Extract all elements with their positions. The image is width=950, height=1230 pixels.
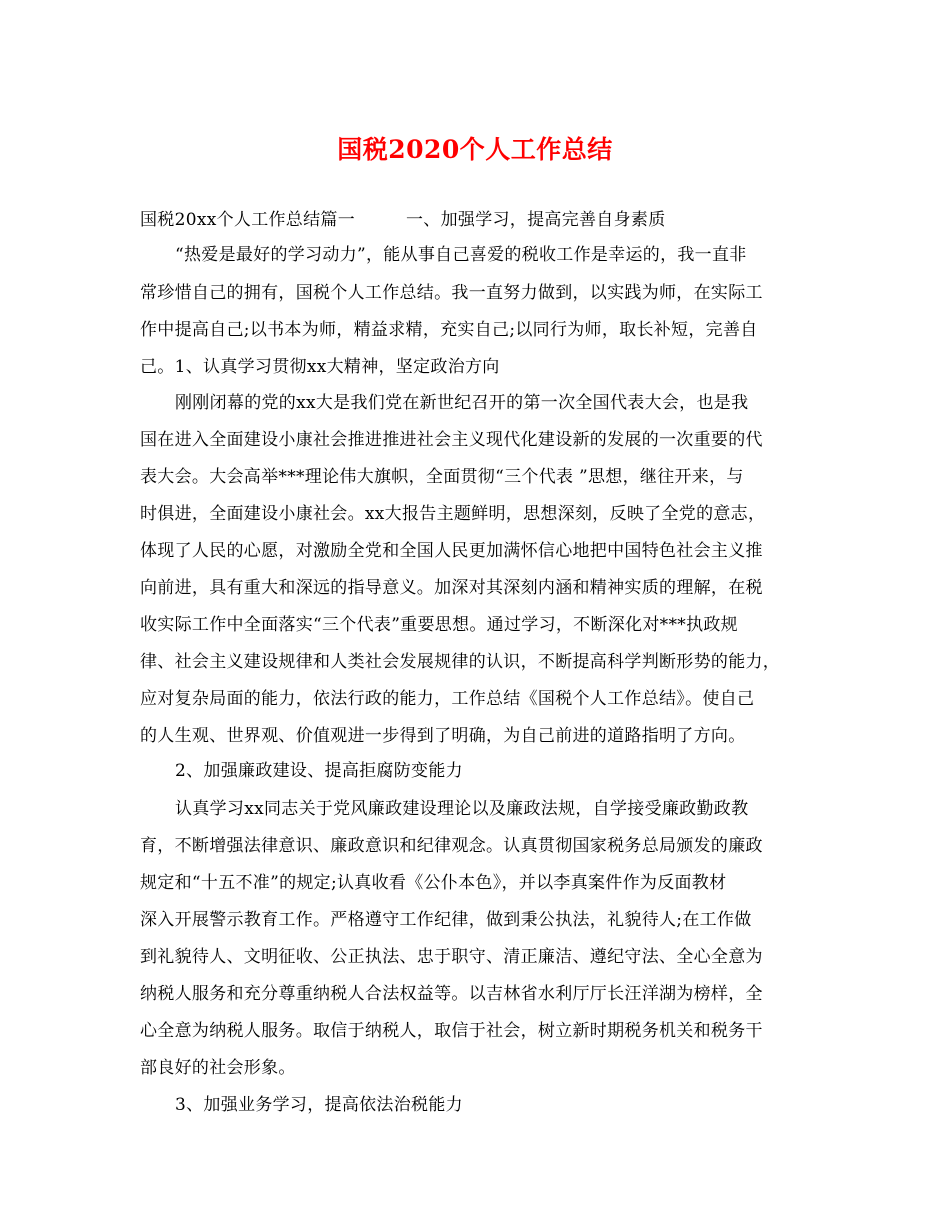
paragraph-line: 认真学习xx同志关于党风廉政建设理论以及廉政法规，自学接受廉政勤政教 — [175, 799, 749, 819]
paragraph-line: 律、社会主义建设规律和人类社会发展规律的认识，不断提高科学判断形势的能力， — [140, 652, 781, 672]
heading-left: 国税20xx个人工作总结篇一 — [140, 210, 356, 230]
section-heading-3: 3、加强业务学习，提高依法治税能力 — [175, 1095, 463, 1115]
paragraph-line: 心全意为纳税人服务。取信于纳税人，取信于社会，树立新时期税务机关和税务干 — [140, 1021, 763, 1041]
paragraph-line: 深入开展警示教育工作。严格遵守工作纪律，做到秉公执法，礼貌待人;在工作做 — [140, 910, 752, 930]
paragraph-line: 体现了人民的心愿，对激励全党和全国人民更加满怀信心地把中国特色社会主义推 — [140, 541, 763, 561]
paragraph-line: 收实际工作中全面落实“三个代表”重要思想。通过学习，不断深化对***执政规 — [140, 615, 738, 635]
paragraph-line: 刚刚闭幕的党的xx大是我们党在新世纪召开的第一次全国代表大会，也是我 — [175, 393, 749, 413]
paragraph-line: 时俱进，全面建设小康社会。xx大报告主题鲜明，思想深刻，反映了全党的意志， — [140, 504, 766, 524]
paragraph-line: 国在进入全面建设小康社会推进推进社会主义现代化建设新的发展的一次重要的代 — [140, 430, 763, 450]
paragraph-line: 部良好的社会形象。 — [140, 1058, 296, 1078]
section-heading-2: 2、加强廉政建设、提高拒腐防变能力 — [175, 761, 463, 781]
paragraph-line: 育，不断增强法律意识、廉政意识和纪律观念。认真贯彻国家税务总局颁发的廉政 — [140, 836, 763, 856]
paragraph-line: 常珍惜自己的拥有，国税个人工作总结。我一直努力做到，以实践为师，在实际工 — [140, 283, 763, 303]
document-title: 国税2020个人工作总结 — [337, 135, 613, 164]
paragraph-line: 己。1、认真学习贯彻xx大精神，坚定政治方向 — [140, 357, 500, 377]
paragraph-line: 规定和“十五不准”的规定;认真收看《公仆本色》，并以李真案件作为反面教材 — [140, 873, 727, 893]
paragraph-line: 应对复杂局面的能力，依法行政的能力，工作总结《国税个人工作总结》。使自己 — [140, 689, 755, 709]
paragraph-line: 向前进，具有重大和深远的指导意义。加深对其深刻内涵和精神实质的理解，在税 — [140, 578, 763, 598]
paragraph-line: 表大会。大会高举***理论伟大旗帜，全面贯彻“三个代表 ”思想，继往开来，与 — [140, 467, 744, 487]
paragraph-line: 的人生观、世界观、价值观进一步得到了明确，为自己前进的道路指明了方向。 — [140, 726, 746, 746]
paragraph-line: 纳税人服务和充分尊重纳税人合法权益等。以吉林省水利厅厅长汪洋湖为榜样，全 — [140, 984, 763, 1004]
paragraph-line: “热爱是最好的学习动力”，能从事自己喜爱的税收工作是幸运的，我一直非 — [175, 245, 747, 265]
section-heading-1: 一、加强学习，提高完善自身素质 — [406, 210, 666, 230]
paragraph-line: 作中提高自己;以书本为师，精益求精，充实自己;以同行为师，取长补短，完善自 — [140, 320, 758, 340]
paragraph-line: 到礼貌待人、文明征收、公正执法、忠于职守、清正廉洁、遵纪守法、全心全意为 — [140, 947, 763, 967]
